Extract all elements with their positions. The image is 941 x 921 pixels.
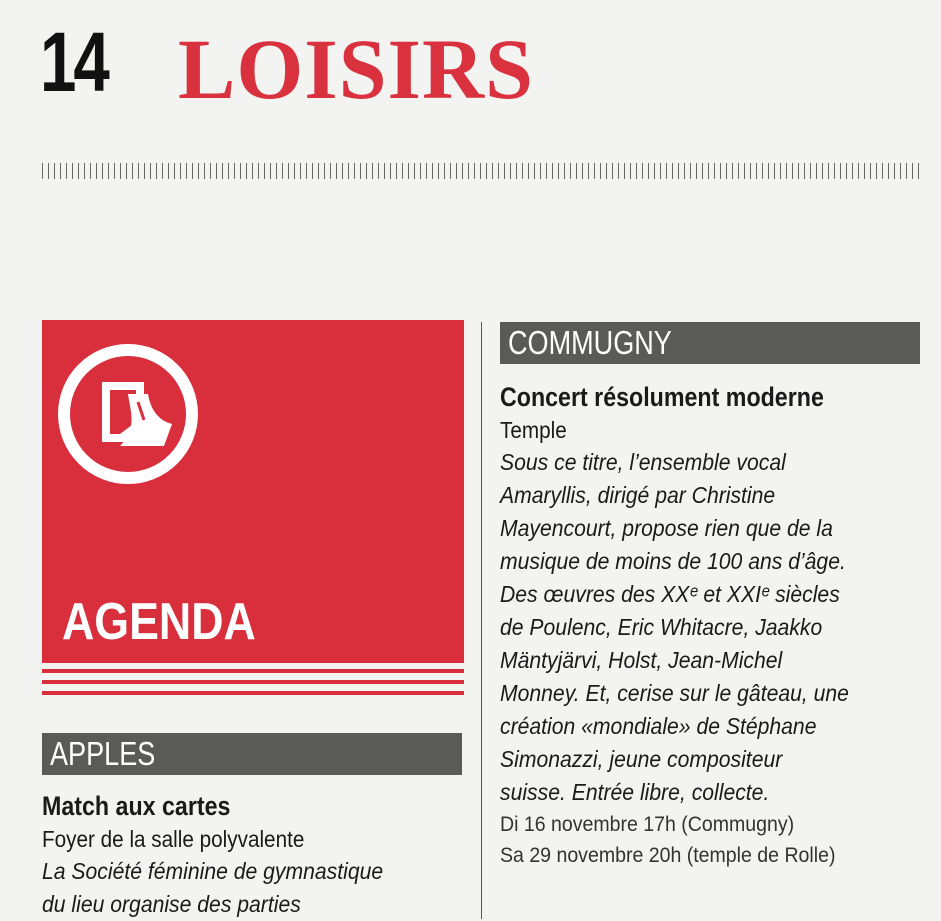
event-date: Di 16 novembre 17h (Commugny) xyxy=(500,813,795,836)
column-divider xyxy=(481,322,482,919)
event-title: Match aux cartes xyxy=(42,791,231,821)
event-description-line: Simonazzi, jeune compositeur xyxy=(500,746,783,772)
event-description-line: La Société féminine de gymnastique xyxy=(42,858,384,884)
event-description-line: Mäntyjärvi, Holst, Jean-Michel xyxy=(500,647,783,673)
event-description-line: du lieu organise des parties xyxy=(42,891,301,917)
locality-apples xyxy=(42,733,462,775)
event-description-line: création «mondiale» de Stéphane xyxy=(500,713,817,739)
agenda-badge xyxy=(42,320,464,663)
calendar-page-icon xyxy=(94,376,174,458)
event-description-line: Monney. Et, cerise sur le gâteau, une xyxy=(500,680,849,706)
event-venue: Foyer de la salle polyvalente xyxy=(42,826,305,852)
event-apples xyxy=(42,789,413,921)
event-title: Concert résolument moderne xyxy=(500,382,824,412)
locality-label: APPLES xyxy=(50,735,156,772)
page-number: 14 xyxy=(40,15,107,109)
agenda-circle xyxy=(58,344,198,484)
locality-label: COMMUGNY xyxy=(508,324,672,361)
event-description-line: Mayencourt, propose rien que de la xyxy=(500,515,833,541)
agenda-stripe xyxy=(42,669,464,673)
section-title: LOISIRS xyxy=(178,21,534,117)
event-description-line: Sous ce titre, l’ensemble vocal xyxy=(500,449,786,475)
event-description-line: musique de moins de 100 ans d’âge. xyxy=(500,548,846,574)
event-description-line: Amaryllis, dirigé par Christine xyxy=(500,482,776,508)
event-description-line: de Poulenc, Eric Whitacre, Jaakko xyxy=(500,614,823,640)
event-date: Sa 29 novembre 20h (temple de Rolle) xyxy=(500,844,836,867)
header-rule xyxy=(42,163,922,179)
event-description-line: suisse. Entrée libre, collecte. xyxy=(500,779,770,805)
locality-commugny xyxy=(500,322,920,364)
event-commugny xyxy=(500,380,879,871)
event-description-line: Des œuvres des XXᵉ et XXIᵉ siècles xyxy=(500,581,840,607)
event-venue: Temple xyxy=(500,417,567,443)
agenda-stripe xyxy=(42,680,464,684)
agenda-stripe xyxy=(42,691,464,695)
agenda-label: AGENDA xyxy=(62,593,256,651)
